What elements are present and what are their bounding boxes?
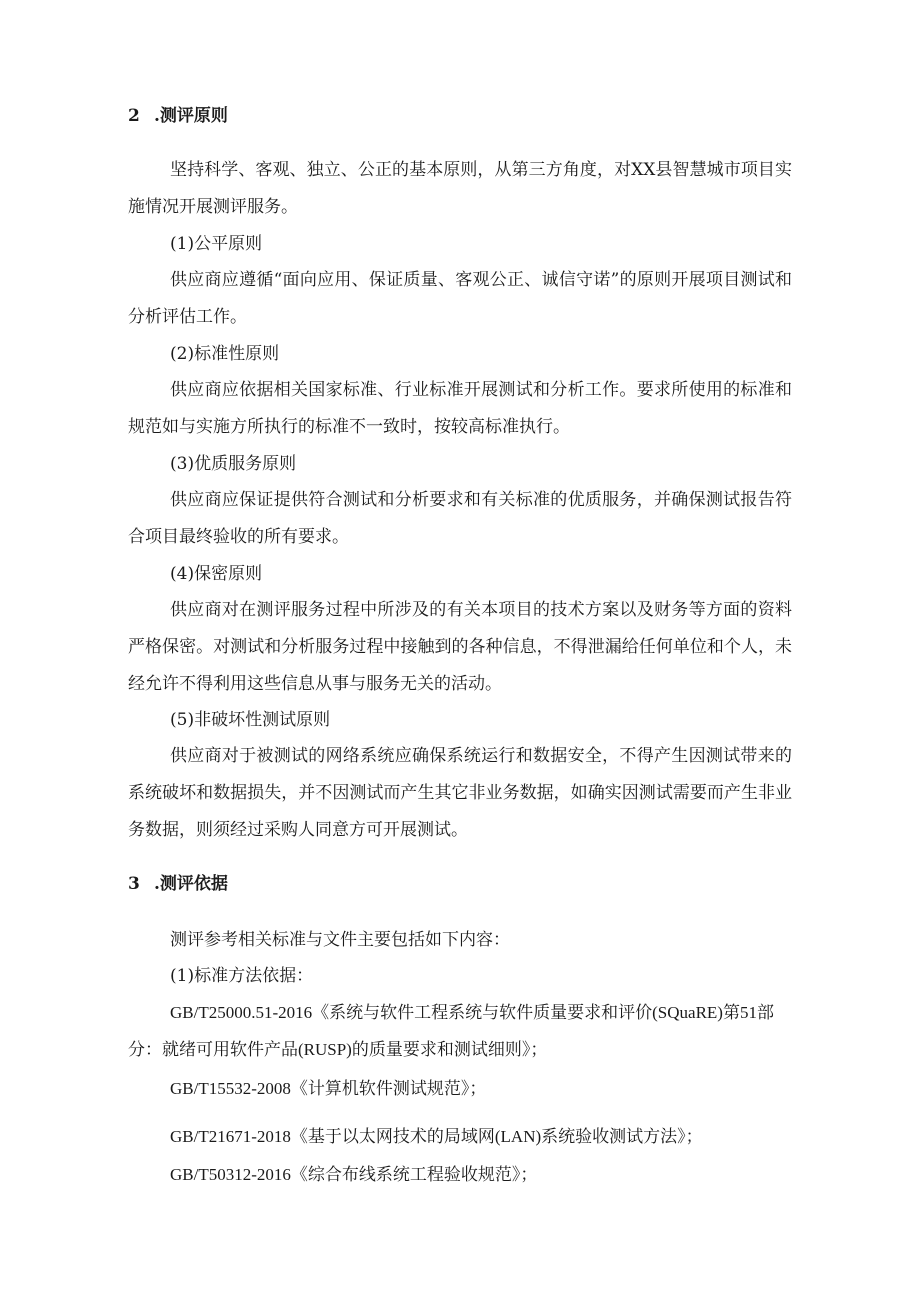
principle-2-text: 供应商应依据相关国家标准、行业标准开展测试和分析工作。要求所使用的标准和规范如与实施方所执行的标准不一致时，按较高标准执行。 xyxy=(128,380,792,437)
section-2-heading xyxy=(128,104,228,128)
section-3-intro: 测评参考相关标准与文件主要包括如下内容： xyxy=(170,930,510,950)
principle-5-label: (5)非破坏性测试原则 xyxy=(170,710,331,730)
principle-1-label: (1)公平原则 xyxy=(170,234,263,254)
reference-item: GB/T15532-2008《计算机软件测试规范》； xyxy=(170,1079,487,1098)
principle-2-label: (2)标准性原则 xyxy=(170,344,280,364)
principle-3-text: 供应商应保证提供符合测试和分析要求和有关标准的优质服务，并确保测试报告符合项目最终验收的所有要求。 xyxy=(128,490,792,547)
section-3-heading xyxy=(128,872,228,896)
section-3-number: 3 xyxy=(128,874,140,894)
principle-3-label: (3)优质服务原则 xyxy=(170,454,297,474)
principle-5-text: 供应商对于被测试的网络系统应确保系统运行和数据安全，不得产生因测试带来的系统破坏和数据损失，并不因测试而产生其它非业务数据，如确实因测试需要而产生非业务数据，则须经过采购人同意方可开展测试。 xyxy=(128,746,792,840)
section-2-number: 2 xyxy=(128,106,140,126)
section-3-sublabel: (1)标准方法依据： xyxy=(170,966,314,986)
reference-item: GB/T21671-2018《基于以太网技术的局域网(LAN)系统验收测试方法》； xyxy=(170,1127,703,1146)
principle-4-text: 供应商对在测评服务过程中所涉及的有关本项目的技术方案以及财务等方面的资料严格保密。对测试和分析服务过程中接触到的各种信息，不得泄漏给任何单位和个人，未经允许不得利用这些信息从事与服务无关的活动。 xyxy=(128,600,792,694)
principle-4-label: (4)保密原则 xyxy=(170,564,263,584)
section-3-title: .测评依据 xyxy=(154,874,228,894)
section-2-intro: 坚持科学、客观、独立、公正的基本原则，从第三方角度，对XX县智慧城市项目实施情况开展测评服务。 xyxy=(128,160,792,217)
reference-item: GB/T25000.51-2016《系统与软件工程系统与软件质量要求和评价(SQuaRE)第51部分：就绪可用软件产品(RUSP)的质量要求和测试细则》； xyxy=(128,1003,774,1059)
principle-1-text: 供应商应遵循“面向应用、保证质量、客观公正、诚信守诺”的原则开展项目测试和分析评估工作。 xyxy=(128,270,792,327)
section-2-title: .测评原则 xyxy=(154,106,228,126)
reference-item: GB/T50312-2016《综合布线系统工程验收规范》； xyxy=(170,1165,538,1184)
